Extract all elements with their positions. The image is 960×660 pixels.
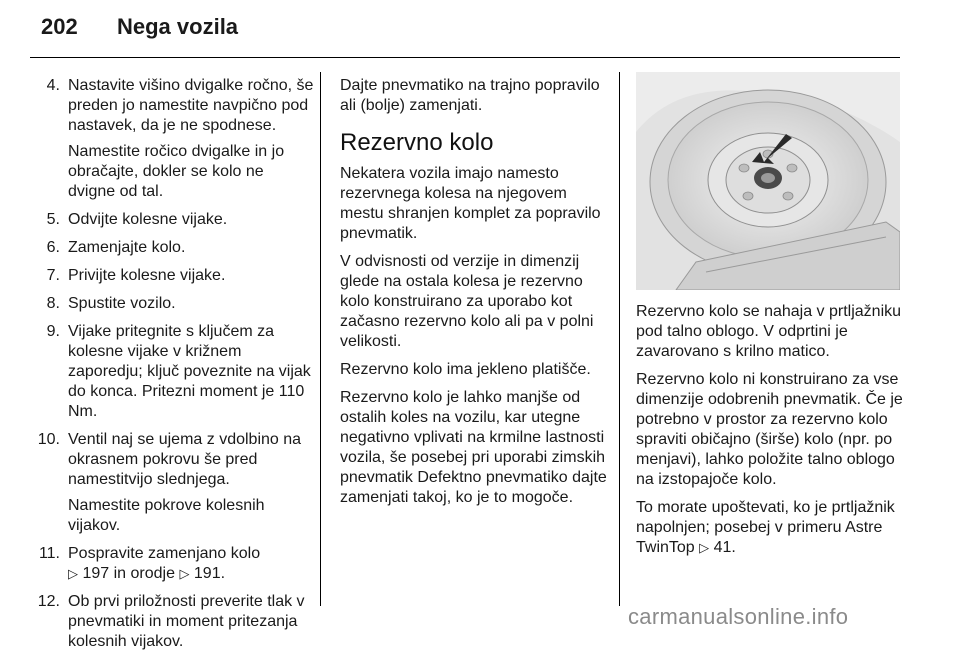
list-item	[30, 76, 315, 202]
step-number: 6.	[46, 239, 60, 256]
step-number: 5.	[46, 211, 60, 228]
page-ref-link[interactable]: 191.	[193, 565, 226, 582]
list-item	[30, 210, 315, 230]
step-number: 11.	[38, 545, 60, 562]
page-header	[0, 0, 960, 56]
page-title: Nega vozila	[117, 14, 239, 39]
column-divider	[619, 72, 620, 606]
list-item	[30, 266, 315, 286]
paragraph	[636, 498, 906, 558]
step-subtext: Namestite pokrove kolesnih vijakov.	[68, 497, 265, 534]
step-text: Pospravite zamenjano kolo	[68, 545, 261, 562]
list-item	[30, 238, 315, 258]
step-text: in orodje	[113, 565, 175, 582]
page-ref-link[interactable]: 197	[82, 565, 110, 582]
step-text: Odvijte kolesne vijake.	[68, 211, 228, 228]
step-text: Spustite vozilo.	[68, 295, 176, 312]
watermark-text: carmanualsonline.info	[628, 604, 849, 629]
step-number: 7.	[46, 267, 60, 284]
step-text: Zamenjajte kolo.	[68, 239, 186, 256]
step-number: 9.	[46, 323, 60, 340]
step-text: Ventil naj se ujema z vdolbino na okrasnem pokrovu še pred namestitvijo slednjega.	[68, 431, 302, 488]
page-ref-link[interactable]: 41.	[713, 539, 736, 556]
page-ref-arrow-icon: ▷	[699, 540, 710, 555]
step-text: Nastavite višino dvigalke ročno, še preden jo namestite navpično pod nastavek, da je ne spodnese.	[68, 77, 314, 134]
paragraph: Rezervno kolo ni konstruirano za vse dimenzije odobrenih pnevmatik. Če je potrebno v prostor za rezervno kolo spraviti običajno (širše) kolo (npr. po menjavi), lahko položite talno oblogo na izstopajoče kolo.	[636, 371, 903, 488]
steps-column	[30, 76, 315, 660]
paragraph: Nekatera vozila imajo namesto rezervnega kolesa na njegovem mestu shranjen komplet za popravilo pnevmatik.	[340, 165, 601, 242]
header-rule	[30, 57, 900, 58]
step-text: Privijte kolesne vijake.	[68, 267, 226, 284]
step-number: 10.	[37, 431, 60, 448]
right-column	[636, 302, 906, 566]
intro-paragraph: Dajte pnevmatiko na trajno popravilo ali (bolje) zamenjati.	[340, 77, 600, 114]
column-divider	[320, 72, 321, 606]
spare-wheel-illustration	[636, 72, 900, 290]
step-number: 12.	[37, 593, 60, 610]
page-ref-arrow-icon: ▷	[179, 566, 190, 581]
list-item	[30, 322, 315, 422]
paragraph: Rezervno kolo se nahaja v prtljažniku pod talno oblogo. V odprtini je zavarovano s krilno matico.	[636, 303, 902, 360]
paragraph: Rezervno kolo je lahko manjše od ostalih koles na vozilu, kar utegne negativno vplivati na krmilne lastnosti vozila, še posebej pri uporabi zimskih pnevmatik Defektno pnevmatiko dajte zamenjati takoj, ko je to mogoče.	[340, 389, 607, 506]
middle-column	[340, 76, 610, 516]
steps-list	[30, 76, 315, 652]
paragraph-text: To morate upoštevati, ko je prtljažnik napolnjen; posebej v primeru Astre TwinTop	[636, 499, 895, 556]
list-item	[30, 544, 315, 584]
paragraph: V odvisnosti od verzije in dimenzij glede na ostala kolesa je rezervno kolo konstruirano za uporabo kot začasno rezervno kolo ali pa v polni velikosti.	[340, 253, 594, 350]
step-number: 8.	[46, 295, 60, 312]
paragraph: Rezervno kolo ima jekleno platišče.	[340, 361, 591, 378]
step-text: Ob prvi priložnosti preverite tlak v pnevmatiki in moment pritezanja kolesnih vijakov.	[68, 593, 305, 650]
list-item	[30, 592, 315, 652]
step-number: 4.	[46, 77, 60, 94]
section-heading: Rezervno kolo	[340, 129, 494, 156]
list-item	[30, 294, 315, 314]
page-ref-arrow-icon: ▷	[68, 566, 78, 581]
step-subtext: Namestite ročico dvigalke in jo obračajte, dokler se kolo ne dvigne od tal.	[68, 143, 285, 200]
page-number: 202	[41, 14, 78, 39]
list-item	[30, 430, 315, 536]
step-text: Vijake pritegnite s ključem za kolesne vijake v križnem zaporedju; ključ poveznite na vijak do konca. Pritezni moment je 110 Nm.	[68, 323, 311, 420]
